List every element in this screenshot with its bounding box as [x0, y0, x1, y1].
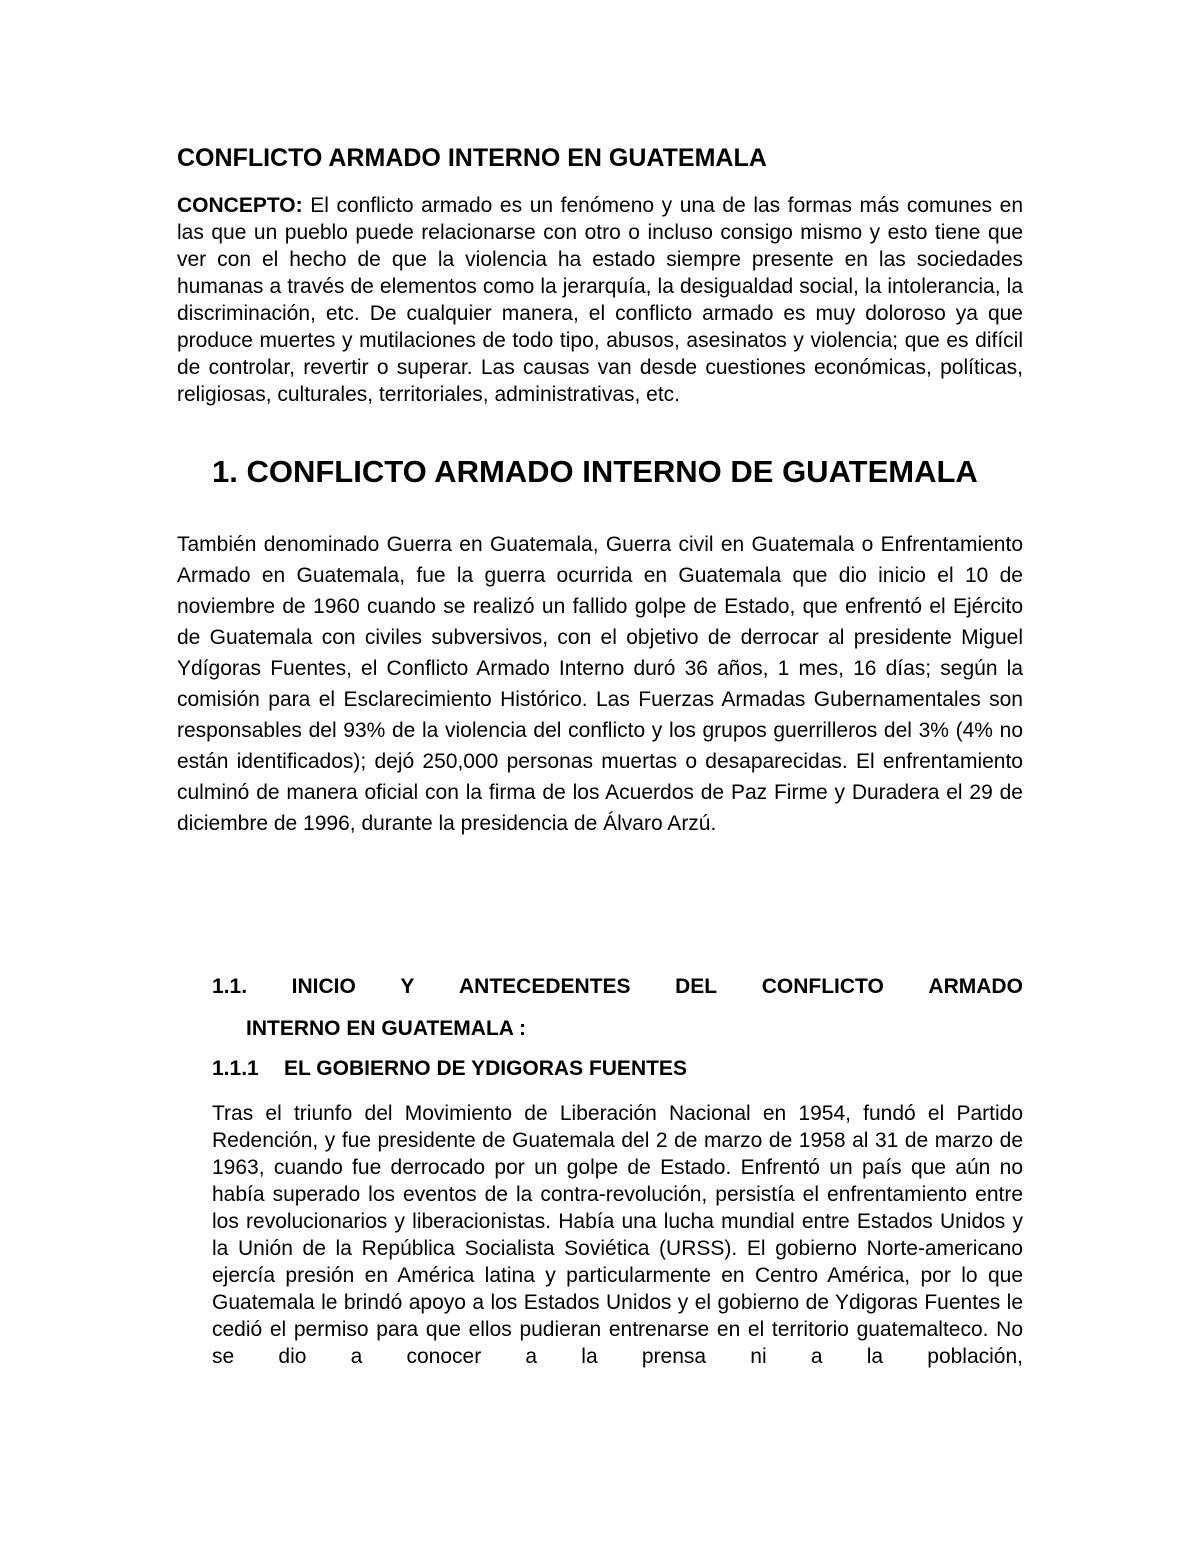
section-1-1-word: INICIO	[291, 975, 356, 998]
section-1-1-1-number: 1.1.1	[212, 1057, 259, 1080]
section-1-1-word: Y	[400, 975, 415, 998]
concept-text: El conflicto armado es un fenómeno y una de las formas más comunes en las que un pueblo puede relacionarse con otro o incluso consigo mismo y esto tiene que ver con el hecho de que la violencia ha estado siempre presente en las sociedades humanas a través de elementos como la jerarquía, la desigualdad social, la intolerancia, la discriminación, etc. De cualquier manera, el conflicto armado es muy doloroso ya que produce muertes y mutilaciones de todo tipo, abusos, asesinatos y violencia; que es difícil de controlar, revertir o superar. Las causas van desde cuestiones económicas, políticas, religiosas, culturales, territoriales, administrativas, etc.	[177, 194, 1023, 406]
section-1-1-number: 1.1.	[212, 975, 248, 998]
concept-paragraph	[177, 192, 1023, 408]
section-1-1-heading	[212, 971, 1023, 1002]
section-1-1-word: DEL	[675, 975, 718, 998]
section-1-heading: 1. CONFLICTO ARMADO INTERNO DE GUATEMALA	[212, 454, 978, 489]
section-1-1-word: ANTECEDENTES	[459, 975, 631, 998]
section-1-1-1-heading	[212, 1053, 1023, 1084]
section-1-1-1-paragraph: Tras el triunfo del Movimiento de Liberación Nacional en 1954, fundó el Partido Redención, y fue presidente de Guatemala del 2 de marzo de 1958 al 31 de marzo de 1963, cuando fue derrocado por un golpe de Estado. Enfrentó un país que aún no había superado los eventos de la contra-revolución, persistía el enfrentamiento entre los revolucionarios y liberacionistas. Había una lucha mundial entre Estados Unidos y la Unión de la República Socialista Soviética (URSS). El gobierno Norte-americano ejercía presión en América latina y particularmente en Centro América, por lo que Guatemala le brindó apoyo a los Estados Unidos y el gobierno de Ydigoras Fuentes le cedió el permiso para que ellos pudieran entrenarse en el territorio guatemalteco. No se dio a conocer a la prensa ni a la población,	[212, 1102, 1023, 1368]
section-1-1-1-title: EL GOBIERNO DE YDIGORAS FUENTES	[284, 1057, 687, 1080]
concept-label: CONCEPTO:	[177, 194, 303, 217]
section-1-1-word: CONFLICTO	[761, 975, 884, 998]
section-1-1-word: ARMADO	[928, 975, 1023, 998]
section-1-1-heading-line-2: INTERNO EN GUATEMALA :	[246, 1017, 526, 1040]
section-1-paragraph: También denominado Guerra en Guatemala, Guerra civil en Guatemala o Enfrentamiento Armado en Guatemala, fue la guerra ocurrida en Guatemala que dio inicio el 10 de noviembre de 1960 cuando se realizó un fallido golpe de Estado, que enfrentó el Ejército de Guatemala con civiles subversivos, con el objetivo de derrocar al presidente Miguel Ydígoras Fuentes, el Conflicto Armado Interno duró 36 años, 1 mes, 16 días; según la comisión para el Esclarecimiento Histórico. Las Fuerzas Armadas Gubernamentales son responsables del 93% de la violencia del conflicto y los grupos guerrilleros del 3% (4% no están identificados); dejó 250,000 personas muertas o desaparecidas. El enfrentamiento culminó de manera oficial con la firma de los Acuerdos de Paz Firme y Duradera el 29 de diciembre de 1996, durante la presidencia de Álvaro Arzú.	[177, 533, 1023, 835]
document-title: CONFLICTO ARMADO INTERNO EN GUATEMALA	[177, 144, 767, 172]
